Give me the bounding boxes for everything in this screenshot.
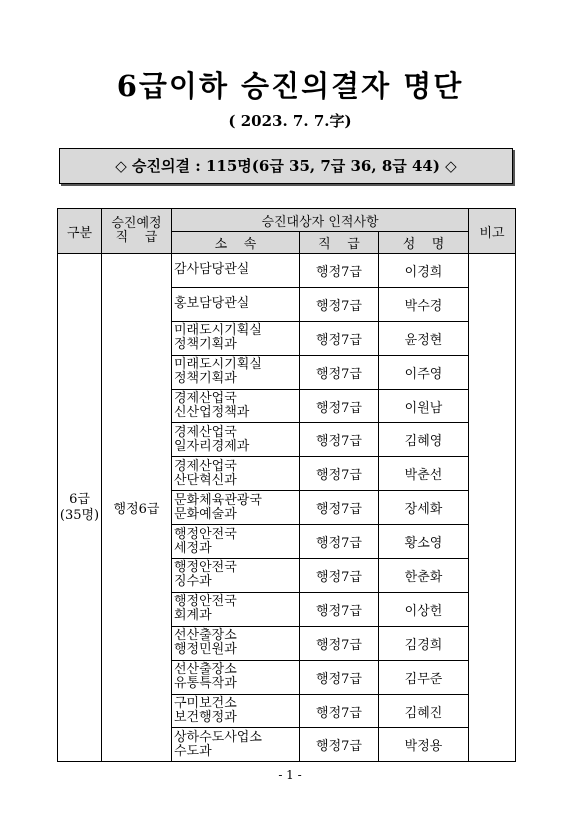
affiliation-line: 세정과 (174, 540, 212, 556)
rank-cell: 행정7급 (300, 287, 379, 321)
rank-cell: 행정7급 (300, 355, 379, 389)
name-cell: 이원남 (379, 389, 469, 423)
page-title: 6급이하 승진의결자 명단 (116, 69, 464, 103)
affiliation-cell (172, 559, 300, 593)
name-cell: 황소영 (379, 525, 469, 559)
affiliation-line: 선산출장소 (174, 628, 237, 644)
date-line: ( 2023. 7. 7.字) (228, 112, 352, 130)
affiliation-line: 행정안전국 (174, 560, 237, 576)
rank-cell: 행정7급 (300, 389, 379, 423)
affiliation-line: 수도과 (174, 743, 212, 759)
affiliation-line: 경제산업국 (174, 391, 237, 406)
affiliation-cell (172, 355, 300, 389)
affiliation-cell (172, 321, 300, 355)
name-cell: 한춘화 (379, 559, 469, 593)
header-remarks: 비고 (469, 209, 516, 254)
name-cell: 이경희 (379, 254, 469, 288)
affiliation-cell (172, 254, 300, 288)
affiliation-cell (172, 389, 300, 423)
header-name: 성 명 (379, 232, 469, 254)
rank-cell: 행정7급 (300, 592, 379, 626)
affiliation-cell (172, 491, 300, 525)
affiliation-line: 신산업정책과 (174, 405, 250, 420)
group-category-line: (35명) (59, 507, 100, 523)
promotion-table (57, 208, 516, 762)
affiliation-cell (172, 287, 300, 321)
rank-cell: 행정7급 (300, 457, 379, 491)
affiliation-line: 일자리경제과 (174, 438, 250, 454)
affiliation-line: 문화예술과 (174, 506, 237, 522)
affiliation-line: 문화체육관광국 (174, 492, 262, 508)
affiliation-line: 행정안전국 (174, 526, 237, 542)
rank-cell: 행정7급 (300, 423, 379, 457)
affiliation-cell (172, 728, 300, 762)
affiliation-line: 구미보건소 (174, 696, 237, 712)
group-category-cell (58, 254, 102, 762)
rank-cell: 행정7급 (300, 254, 379, 288)
affiliation-cell (172, 592, 300, 626)
name-cell: 박정용 (379, 728, 469, 762)
affiliation-cell (172, 660, 300, 694)
group-target-rank-cell: 행정6급 (102, 254, 172, 762)
affiliation-line: 선산출장소 (174, 662, 237, 678)
rank-cell: 행정7급 (300, 525, 379, 559)
affiliation-cell (172, 457, 300, 491)
affiliation-line: 홍보담당관실 (174, 296, 250, 312)
header-target-rank-line2: 직 급 (115, 230, 158, 245)
affiliation-line: 회계과 (174, 608, 212, 624)
header-category: 구분 (58, 209, 102, 254)
name-cell: 김무준 (379, 660, 469, 694)
affiliation-cell (172, 423, 300, 457)
affiliation-line: 미래도시기획실 (174, 323, 262, 339)
rank-cell: 행정7급 (300, 694, 379, 728)
affiliation-line: 정책기획과 (174, 337, 237, 353)
header-affiliation: 소 속 (172, 232, 300, 254)
header-info-group: 승진대상자 인적사항 (172, 209, 469, 232)
affiliation-line: 정책기획과 (174, 371, 237, 387)
table-row (58, 254, 516, 288)
name-cell: 김경희 (379, 626, 469, 660)
name-cell: 김혜진 (379, 694, 469, 728)
rank-cell: 행정7급 (300, 626, 379, 660)
affiliation-line: 감사담당관실 (174, 262, 250, 278)
rank-cell: 행정7급 (300, 491, 379, 525)
affiliation-line: 징수과 (174, 574, 212, 590)
name-cell: 장세화 (379, 491, 469, 525)
affiliation-line: 보건행정과 (174, 710, 237, 726)
name-cell: 김혜영 (379, 423, 469, 457)
page-number: - 1 - (278, 768, 302, 782)
affiliation-line: 행정안전국 (174, 594, 237, 610)
affiliation-line: 유통특작과 (174, 676, 237, 692)
name-cell: 이상헌 (379, 592, 469, 626)
name-cell: 윤정현 (379, 321, 469, 355)
affiliation-line: 행정민원과 (174, 642, 237, 658)
summary-box: ◇ 승진의결 : 115명(6급 35, 7급 36, 8급 44) ◇ (59, 148, 513, 184)
affiliation-line: 미래도시기획실 (174, 357, 262, 373)
affiliation-cell (172, 626, 300, 660)
affiliation-line: 상하수도사업소 (174, 729, 262, 745)
rank-cell: 행정7급 (300, 321, 379, 355)
rank-cell: 행정7급 (300, 660, 379, 694)
name-cell: 박춘선 (379, 457, 469, 491)
rank-cell: 행정7급 (300, 728, 379, 762)
name-cell: 이주영 (379, 355, 469, 389)
header-target-rank-line1: 승진예정 (111, 216, 162, 231)
rank-cell: 행정7급 (300, 559, 379, 593)
group-category-line: 6급 (69, 491, 90, 507)
affiliation-cell (172, 525, 300, 559)
affiliation-line: 산단혁신과 (174, 472, 237, 488)
name-cell: 박수경 (379, 287, 469, 321)
header-target-rank (102, 209, 172, 254)
affiliation-line: 경제산업국 (174, 458, 237, 474)
remarks-cell (469, 254, 516, 762)
affiliation-line: 경제산업국 (174, 424, 237, 440)
header-rank: 직 급 (300, 232, 379, 254)
affiliation-cell (172, 694, 300, 728)
